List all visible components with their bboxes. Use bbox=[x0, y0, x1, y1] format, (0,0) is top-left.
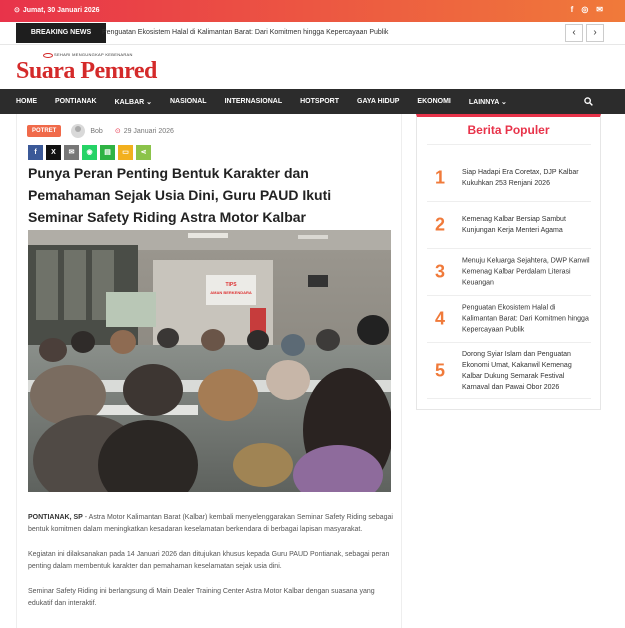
instagram-icon[interactable]: ◎ bbox=[581, 5, 589, 14]
breaking-news-label: BREAKING NEWS bbox=[16, 23, 106, 43]
copy-share-icon[interactable]: ▭ bbox=[118, 145, 133, 160]
popular-item[interactable] bbox=[427, 202, 591, 249]
rank-number: 1 bbox=[435, 167, 446, 188]
nav-item-nasional[interactable]: NASIONAL bbox=[170, 98, 207, 105]
breaking-news-nav bbox=[565, 24, 604, 42]
nav-item-hotsport[interactable]: HOTSPORT bbox=[300, 98, 340, 105]
clock-icon: ⊙ bbox=[14, 7, 20, 14]
nav-item-lainnya[interactable]: LAINNYA ⌄ bbox=[468, 98, 507, 106]
chevron-left-icon[interactable]: ‹ bbox=[565, 24, 583, 42]
nav-item-internasional[interactable]: INTERNASIONAL bbox=[224, 98, 283, 105]
paragraph: Kegiatan ini dilaksanakan pada 14 Januari 2026 dan ditujukan khusus kepada Guru PAUD Pontianak, sebagai peran penting dalam membentuk karakter dan pemahaman keselamatan sejak usia dini. bbox=[28, 550, 390, 571]
article-photo bbox=[28, 230, 391, 492]
paragraph: PONTIANAK, SP - Astra Motor Kalimantan Barat (Kalbar) kembali menyelenggarakan Seminar Safety Riding sebagai bentuk komitmen dalam meningkatkan kesadaran keselamatan berkendara di berbagai lapisan masyarakat. bbox=[28, 514, 393, 534]
email-share-icon[interactable]: ✉ bbox=[64, 145, 79, 160]
facebook-share-icon[interactable]: f bbox=[28, 145, 43, 160]
popular-item[interactable] bbox=[427, 155, 591, 202]
search-icon[interactable] bbox=[584, 97, 593, 108]
popular-item[interactable] bbox=[427, 249, 591, 296]
rank-number: 5 bbox=[435, 360, 446, 380]
article-meta bbox=[27, 124, 174, 138]
breaking-news-bar bbox=[14, 23, 604, 43]
paragraph: Seminar Safety Riding ini berlangsung di Main Dealer Training Center Astra Motor Kalbar dengan suasana yang edukatif dan interaktif. bbox=[28, 587, 375, 608]
date-display: ⊙ Jumat, 30 Januari 2026 bbox=[14, 7, 100, 14]
popular-item[interactable] bbox=[427, 343, 591, 399]
dateline: PONTIANAK, SP bbox=[28, 514, 83, 521]
clock-icon: ⊙ bbox=[114, 128, 121, 135]
share-icon[interactable]: ⋖ bbox=[136, 145, 151, 160]
popular-item-title[interactable]: Siap Hadapi Era Coretax, DJP Kalbar Kukuhkan 253 Renjani 2026 bbox=[462, 169, 579, 187]
popular-news-widget bbox=[416, 114, 601, 410]
nav-item-pontianak[interactable]: PONTIANAK bbox=[55, 98, 97, 105]
nav-item-gaya-hidup[interactable]: GAYA HIDUP bbox=[357, 98, 400, 105]
whatsapp-share-icon[interactable]: ◉ bbox=[82, 145, 97, 160]
rank-number: 3 bbox=[435, 261, 446, 282]
line-share-icon[interactable]: ▤ bbox=[100, 145, 115, 160]
article-title: Punya Peran Penting Bentuk Karakter dan Pemahaman Sejak Usia Dini, Guru PAUD Ikuti Seminar Safety Riding Astra Motor Kalbar bbox=[28, 165, 332, 225]
rank-number: 4 bbox=[435, 308, 446, 329]
nav-item-home[interactable]: HOME bbox=[16, 98, 37, 105]
article bbox=[16, 114, 402, 628]
x-share-icon[interactable]: X bbox=[46, 145, 61, 160]
share-buttons bbox=[28, 145, 151, 160]
social-links bbox=[571, 5, 603, 14]
chevron-right-icon[interactable]: › bbox=[586, 24, 604, 42]
rank-number: 2 bbox=[435, 214, 446, 235]
category-badge[interactable]: POTRET bbox=[27, 125, 61, 137]
seminar-photo-image bbox=[28, 230, 391, 492]
widget-title: Berita Populer bbox=[467, 123, 550, 137]
divider bbox=[427, 144, 591, 145]
avatar bbox=[71, 124, 85, 138]
popular-item[interactable] bbox=[427, 296, 591, 343]
logo-name: Suara Pemred bbox=[16, 58, 157, 84]
nav-item-ekonomi[interactable]: EKONOMI bbox=[417, 98, 451, 105]
article-body bbox=[28, 512, 393, 623]
facebook-icon[interactable]: f bbox=[570, 5, 574, 14]
logo-tagline: SEHARI MENGUNGKAP KEBENARAN bbox=[54, 52, 133, 57]
screen-text-subtitle: AMAN BERKENDARA bbox=[210, 290, 252, 295]
top-bar bbox=[0, 0, 625, 22]
popular-item-title[interactable]: Penguatan Ekosistem Halal di Kalimantan Barat: Dari Komitmen hingga Kepercayaan Publik bbox=[462, 304, 589, 334]
publish-date: ⊙ 29 Januari 2026 bbox=[114, 128, 174, 135]
author-name[interactable]: Bob bbox=[90, 127, 103, 135]
popular-item-title[interactable]: Kemenag Kalbar Bersiap Sambut Kunjungan Kerja Menteri Agama bbox=[462, 216, 566, 234]
nav-item-kalbar[interactable]: KALBAR ⌄ bbox=[114, 98, 152, 106]
screen-text-tips: TIPS bbox=[225, 282, 237, 288]
main-nav bbox=[0, 89, 625, 114]
divider bbox=[0, 44, 625, 45]
popular-item-title[interactable]: Menuju Keluarga Sejahtera, DWP Kanwil Kemenag Kalbar Perdalam Literasi Keuangan bbox=[462, 257, 590, 287]
breaking-news-headline[interactable]: Penguatan Ekosistem Halal di Kalimantan Barat: Dari Komitmen hingga Kepercayaan Publik bbox=[102, 29, 389, 36]
popular-item-title[interactable]: Dorong Syiar Islam dan Penguatan Ekonomi Umat, Kakanwil Kemenag Kalbar Dukung Semarak Festival Karnaval dan Pawai Obor 2026 bbox=[462, 350, 572, 391]
email-icon[interactable]: ✉ bbox=[596, 5, 603, 14]
